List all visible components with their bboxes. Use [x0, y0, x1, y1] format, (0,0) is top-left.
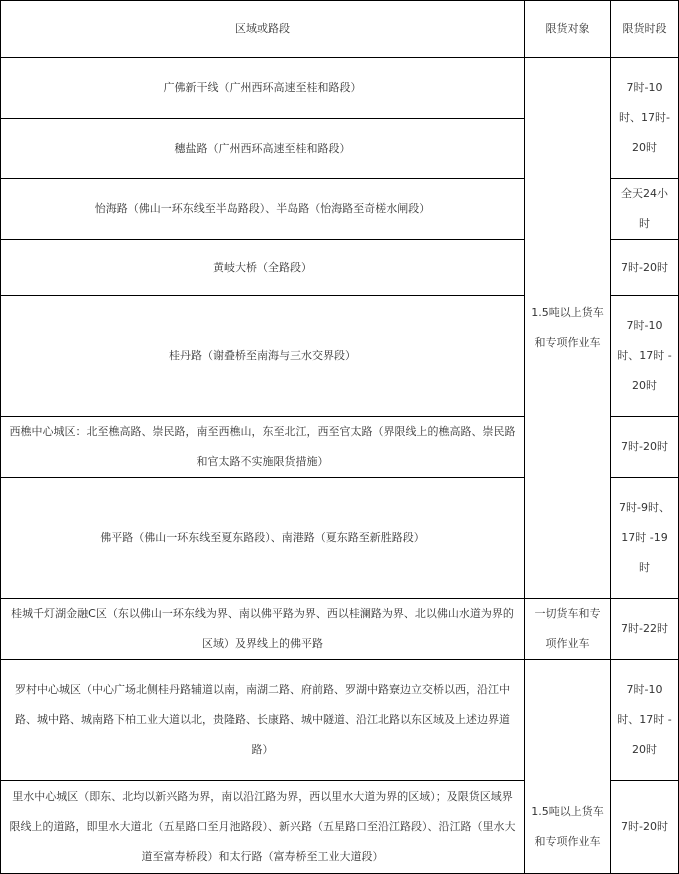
target-cell: 1.5吨以上货车和专项作业车 [531, 306, 604, 349]
table-row: 里水中心城区（即东、北均以新兴路为界，南以沿江路为界，西以里水大道为界的区域）；及限货区域界限线上的道路，即里水大道北（五星路口至月池路段）、新兴路（五星路口至沿江路段）、沿江路（里水大道至富寿桥段）和太行路（富寿桥至工业大道段） [9, 790, 516, 863]
time-cell: 7时-20时 [621, 820, 668, 833]
time-cell: 全天24小时 [621, 187, 668, 230]
time-cell: 7时-10时、17时 -20时 [617, 319, 672, 392]
table-row: 穗盐路（广州西环高速至桂和路段） [174, 141, 351, 155]
time-cell: 7时-22时 [621, 622, 668, 635]
table-row: 怡海路（佛山一环东线至半岛路段）、半岛路（怡海路至奇槎水闸段） [94, 202, 431, 215]
time-cell: 7时-9时、17时 -19时 [619, 501, 670, 574]
table-row: 广佛新干线（广州西环高速至桂和路段） [163, 81, 362, 94]
table-row: 西樵中心城区：北至樵高路、崇民路，南至西樵山，东至北江，西至官太路（界限线上的樵高路、崇民路和官太路不实施限货措施） [9, 425, 516, 468]
target-cell: 一切货车和专项作业车 [534, 607, 601, 650]
header-target: 限货对象 [545, 22, 590, 35]
time-cell: 7时-20时 [621, 260, 668, 274]
time-cell: 7时-10时、17时 -20时 [617, 683, 672, 756]
table-row: 罗村中心城区（中心广场北侧桂丹路辅道以南，南湖二路、府前路、罗湖中路寮边立交桥以西，沿江中路、城中路、城南路下柏工业大道以北，贵隆路、长康路、城中隧道、沿江北路以东区域及上述边界道路） [15, 683, 510, 756]
time-cell: 7时-20时 [621, 440, 668, 453]
header-region: 区域或路段 [235, 22, 290, 35]
table-row: 桂丹路（谢叠桥至南海与三水交界段） [169, 349, 356, 362]
target-cell: 1.5吨以上货车和专项作业车 [531, 804, 604, 848]
header-time: 限货时段 [622, 22, 667, 35]
table-row: 佛平路（佛山一环东线至夏东路段）、南港路（夏东路至新胜路段） [100, 531, 425, 544]
time-cell: 7时-10时、17时-20时 [619, 81, 670, 154]
table-row: 桂城千灯湖金融C区（东以佛山一环东线为界、南以佛平路为界、西以桂澜路为界、北以佛山水道为界的区域）及界线上的佛平路 [11, 607, 514, 650]
table-row: 黄岐大桥（全路段） [213, 260, 312, 274]
